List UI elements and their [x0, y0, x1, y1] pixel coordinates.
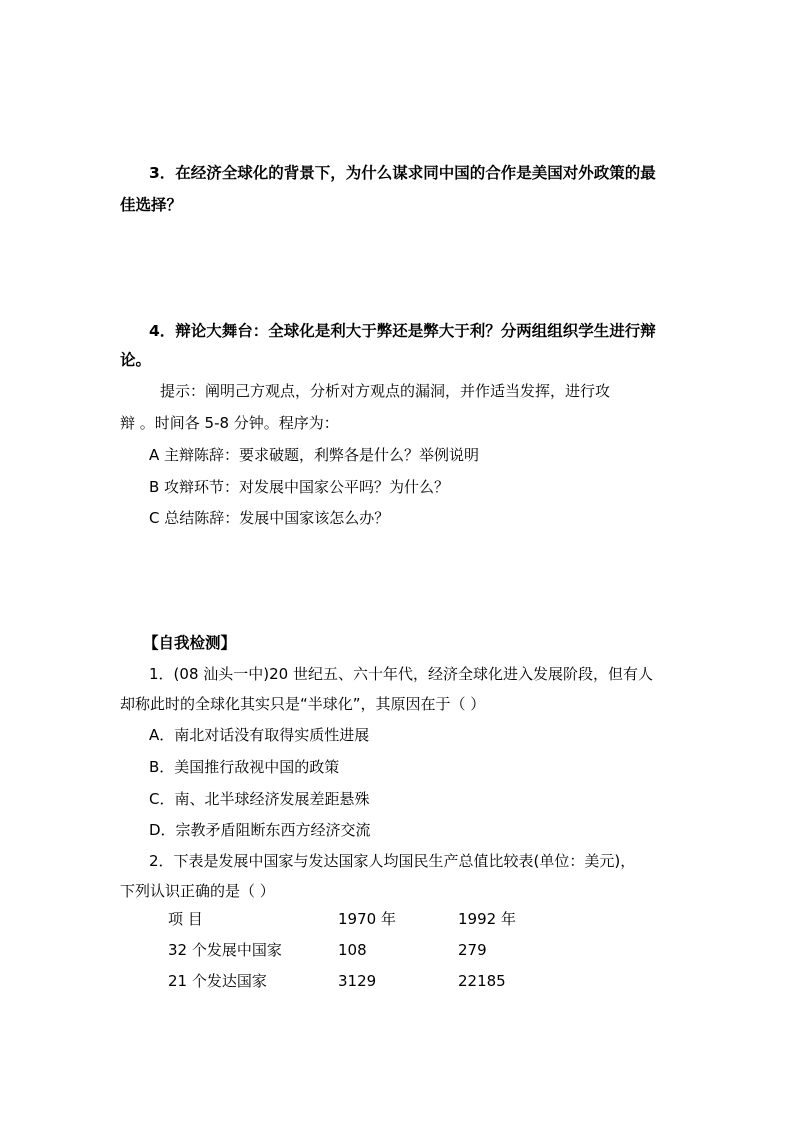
- test-q1-line-1: 1．(08 汕头一中)20 世纪五、六十年代，经济全球化进入发展阶段，但有人: [149, 665, 653, 683]
- debate-step-c: C 总结陈辞：发展中国家该怎么办？: [149, 509, 390, 527]
- table-row-developed-1970: 3129: [338, 972, 377, 990]
- table-header-1970: 1970 年: [338, 910, 396, 928]
- question-4-line-1: 4．辩论大舞台：全球化是利大于弊还是弊大于利？分两组组织学生进行辩: [149, 322, 656, 340]
- test-q2-line-1: 2．下表是发展中国家与发达国家人均国民生产总值比较表(单位：美元)，: [149, 852, 636, 870]
- table-row-developing-1970: 108: [338, 941, 367, 959]
- debate-hint-line-2: 辩 。时间各 5-8 分钟。程序为：: [120, 414, 339, 432]
- test-q1-option-a: A．南北对话没有取得实质性进展: [149, 726, 370, 744]
- table-header-item: 项 目: [168, 910, 203, 928]
- table-header-1992: 1992 年: [458, 910, 516, 928]
- table-row-developing-label: 32 个发展中国家: [168, 941, 282, 959]
- question-3-line-2: 佳选择？: [120, 196, 183, 214]
- self-test-heading: 【自我检测】: [143, 634, 237, 652]
- question-3-line-1: 3．在经济全球化的背景下，为什么谋求同中国的合作是美国对外政策的最: [149, 164, 656, 182]
- test-q2-line-2: 下列认识正确的是（ ）: [120, 882, 275, 900]
- table-row-developed-label: 21 个发达国家: [168, 972, 267, 990]
- test-q1-line-2: 却称此时的全球化其实只是“半球化”，其原因在于（ ）: [120, 695, 486, 713]
- debate-hint-line-1: 提示：阐明己方观点，分析对方观点的漏洞，并作适当发挥，进行攻: [160, 382, 611, 400]
- table-row-developing-1992: 279: [458, 941, 487, 959]
- test-q1-option-c: C．南、北半球经济发展差距悬殊: [149, 790, 370, 808]
- debate-step-a: A 主辩陈辞：要求破题，利弊各是什么？举例说明: [149, 446, 480, 464]
- debate-step-b: B 攻辩环节：对发展中国家公平吗？为什么？: [149, 478, 450, 496]
- test-q1-option-b: B．美国推行敌视中国的政策: [149, 758, 340, 776]
- table-row-developed-1992: 22185: [458, 972, 506, 990]
- test-q1-option-d: D．宗教矛盾阻断东西方经济交流: [149, 821, 371, 839]
- question-4-line-2: 论。: [120, 351, 152, 369]
